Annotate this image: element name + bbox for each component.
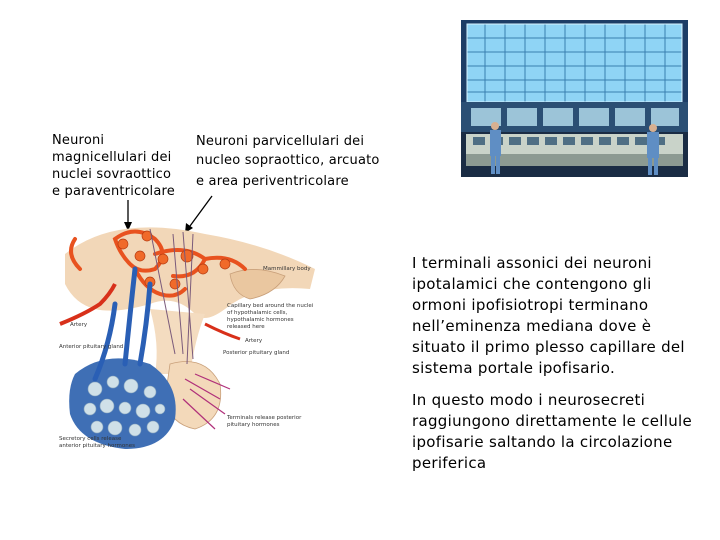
label-artery-left: Artery [70, 322, 88, 328]
left-label-line-4: e paraventricolare [52, 184, 175, 199]
control-room-photo [461, 20, 688, 177]
label-terminals-2: pituitary hormones [227, 422, 280, 428]
right-label-line-3: e area periventricolare [196, 174, 349, 189]
label-mammillary-body: Mammillary body [263, 266, 311, 272]
paragraph-portal-system: I terminali assonici dei neuroni ipotalamici che contengono gli ormoni ipofisiotropi terminano nell’eminenza mediana dove è situato il primo plesso capillare del sistema portale ipofisario. [412, 254, 685, 377]
parvocellular-neurons-label [196, 132, 386, 191]
label-capillary-bed-1: Capillary bed around the nuclei [227, 303, 314, 309]
left-label-line-2: magnicellulari dei [52, 150, 172, 165]
label-capillary-bed-3: hypothalamic hormones [227, 317, 294, 323]
left-label-line-1: Neuroni [52, 133, 105, 148]
left-label-line-3: nuclei sovraottico [52, 167, 172, 182]
right-label-line-2: nucleo sopraottico, arcuato [196, 153, 380, 168]
label-terminals-1: Terminals release posterior [227, 415, 302, 421]
label-anterior-pituitary: Anterior pituitary gland [59, 344, 124, 350]
magnocellular-neurons-label [52, 132, 182, 200]
label-capillary-bed-2: of hypothalamic cells, [227, 310, 288, 316]
right-label-line-1: Neuroni parvicellulari dei [196, 134, 365, 149]
hypothalamic-pituitary-diagram [55, 214, 350, 539]
label-secretory-1: Secretory cells release [59, 436, 122, 442]
label-capillary-bed-4: released here [227, 324, 265, 330]
label-artery-right: Artery [245, 338, 263, 344]
label-posterior-pituitary: Posterior pituitary gland [223, 350, 290, 356]
explanation-text [412, 253, 702, 485]
label-secretory-2: anterior pituitary hormones [59, 443, 136, 449]
paragraph-neurosecretion: In questo modo i neurosecreti raggiungono direttamente le cellule ipofisarie saltando la circolazione periferica [412, 391, 693, 472]
